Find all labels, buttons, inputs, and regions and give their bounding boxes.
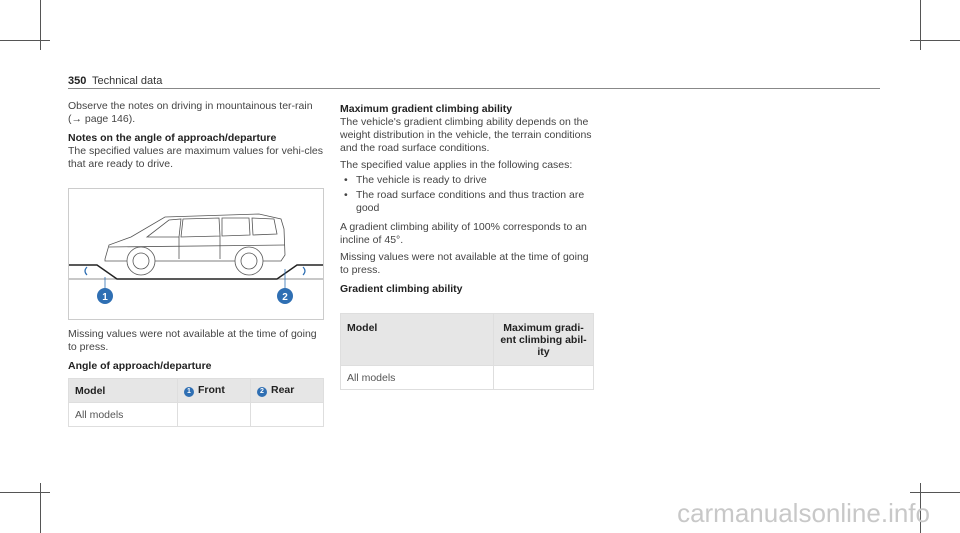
notes-text: The specified values are maximum values for vehi-cles that are ready to drive.: [68, 145, 324, 170]
right-column: [340, 103, 598, 296]
watermark: carmanualsonline.info: [677, 498, 930, 528]
conditions-list: [340, 174, 598, 215]
gradient-text: A gradient climbing ability of 100% corresponds to an incline of 45°.: [340, 221, 587, 246]
crop-mark: [0, 40, 50, 41]
crop-mark: [40, 483, 41, 533]
crop-mark: [0, 492, 50, 493]
left-column: [68, 100, 326, 171]
list-item: • The vehicle is ready to drive: [340, 174, 598, 187]
header-rule: [68, 88, 880, 89]
gradient-table-header-model: Model: [341, 314, 494, 366]
table-cell: All models: [69, 403, 178, 427]
notes-heading: Notes on the angle of approach/departure: [68, 132, 277, 144]
callout-2-badge: 2: [257, 387, 267, 397]
max-gradient-heading: Maximum gradient climbing ability: [340, 103, 513, 115]
angle-table: [68, 378, 324, 427]
wheel-front: [127, 247, 155, 275]
table-cell: All models: [341, 366, 494, 390]
angle-table-header-model: Model: [69, 379, 178, 403]
page-number: 350: [68, 75, 87, 87]
angle-table-header-front: 1 Front: [178, 379, 251, 403]
gradient-table: [340, 313, 594, 390]
callout-2: [277, 288, 293, 304]
svg-text:1: 1: [102, 292, 108, 303]
angle-heading: Angle of approach/departure: [68, 360, 212, 372]
crop-mark: [40, 0, 41, 50]
table-cell: [494, 366, 594, 390]
angle-arc-rear: [303, 267, 305, 275]
left-lower: [68, 328, 326, 373]
table-row: [341, 366, 594, 390]
intro-text: Observe the notes on driving in mountainous ter-rain (→ page 146).: [68, 100, 313, 125]
list-item: • The road surface conditions and thus traction are good: [340, 189, 598, 215]
crop-mark: [910, 492, 960, 493]
vehicle-angle-figure: [68, 188, 324, 320]
callout-1: [97, 288, 113, 304]
angle-table-header-rear: 2 Rear: [251, 379, 324, 403]
callout-1-badge: 1: [184, 387, 194, 397]
table-row: [69, 403, 324, 427]
crop-mark: [920, 0, 921, 50]
missing-values-text: Missing values were not available at the time of going to press.: [340, 251, 589, 276]
angle-arc-front: [85, 267, 87, 275]
table-cell: [178, 403, 251, 427]
applies-text: The specified value applies in the following cases:: [340, 159, 573, 171]
gradient-heading: Gradient climbing ability: [340, 283, 463, 295]
wheel-rear: [235, 247, 263, 275]
table-cell: [251, 403, 324, 427]
crop-mark: [910, 40, 960, 41]
gradient-table-header-max: Maximum gradi-ent climbing abil-ity: [494, 314, 594, 366]
missing-values-text: Missing values were not available at the time of going to press.: [68, 328, 317, 353]
svg-text:2: 2: [282, 292, 288, 303]
section-title: Technical data: [92, 75, 163, 87]
max-gradient-text: The vehicle's gradient climbing ability depends on the weight distribution in the vehicle, the terrain conditions and the road surface conditions.: [340, 116, 592, 154]
